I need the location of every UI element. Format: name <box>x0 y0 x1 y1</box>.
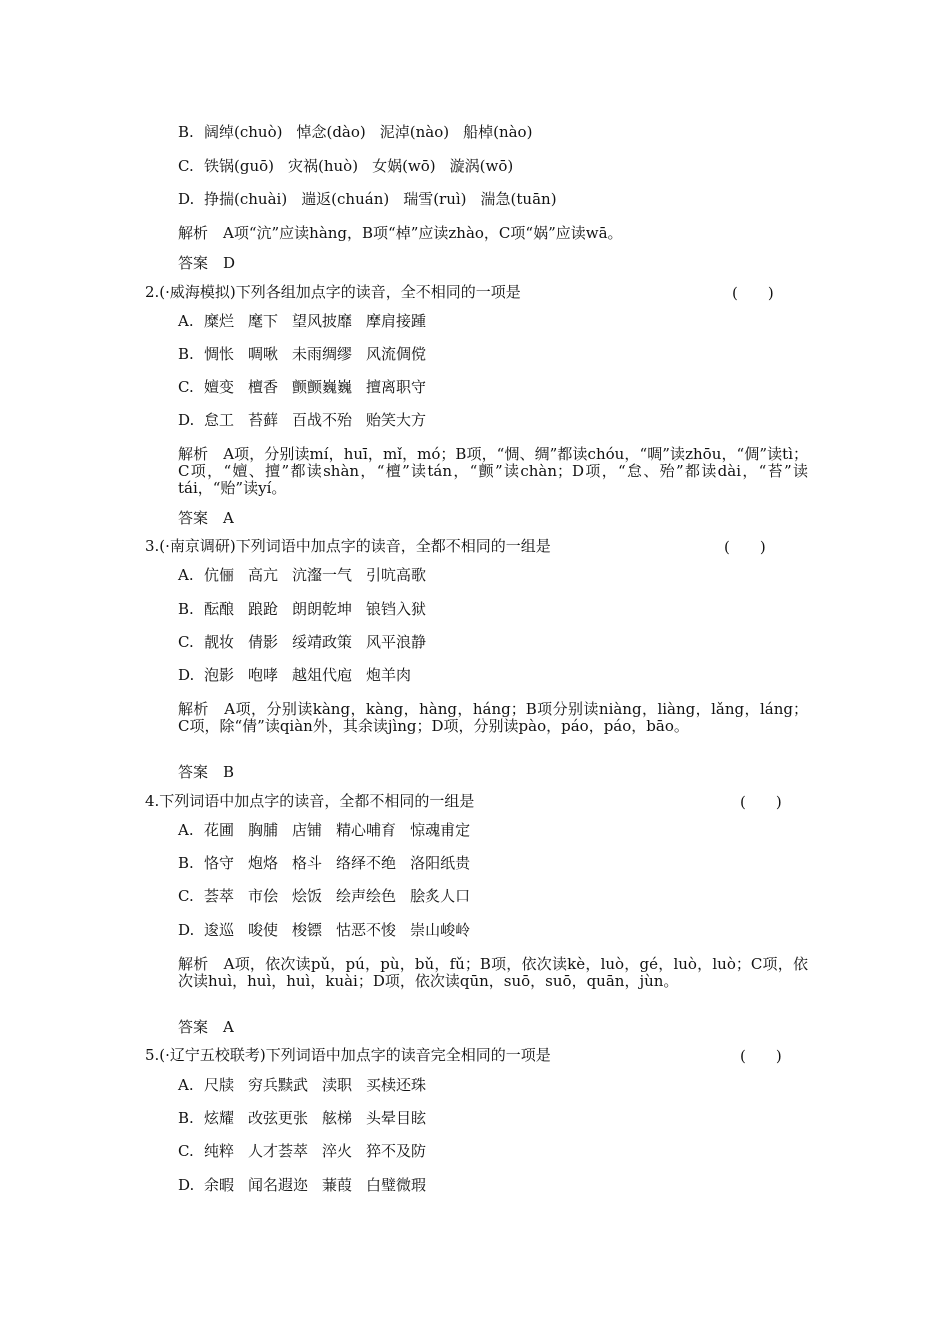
option-word: 阔绰(chuò) <box>204 123 283 141</box>
q4-option-b <box>178 853 470 873</box>
q4-option-d <box>178 920 470 940</box>
option-word: 怠工 <box>204 411 235 429</box>
option-word: 望风披靡 <box>292 312 353 330</box>
option-word: 酝酿 <box>204 600 235 618</box>
option-word: 炫耀 <box>204 1109 235 1127</box>
option-word: 店铺 <box>292 821 323 839</box>
option-word: 风流倜傥 <box>366 345 427 363</box>
option-word: 风平浪静 <box>366 633 427 651</box>
option-word: 嬗变 <box>204 378 235 396</box>
q3-option-d <box>178 665 411 685</box>
option-word: 花圃 <box>204 821 235 839</box>
option-word: 伉俪 <box>204 566 235 584</box>
option-word: 咆哮 <box>248 666 279 684</box>
option-word: 洛阳纸贵 <box>410 854 471 872</box>
option-word: 引吭高歌 <box>366 566 427 584</box>
q4-analysis: 解析 A项，依次读pǔ，pú，pù，bǔ，fǔ；B项，依次读kè，luò，gé，luò，luò；C项，依次读huì，huì，huì，kuài；D项，依次读qūn，suō，suō，quān，jùn。 <box>178 955 808 990</box>
option-letter: C. <box>178 887 194 905</box>
q2-option-c <box>178 377 426 397</box>
option-letter: D. <box>178 190 195 208</box>
option-word: 怙恶不悛 <box>336 921 397 939</box>
option-word: 梭镖 <box>292 921 323 939</box>
option-word: 绥靖政策 <box>292 633 353 651</box>
option-letter: D. <box>178 411 195 429</box>
option-word: 炮羊肉 <box>366 666 412 684</box>
option-word: 苔藓 <box>248 411 279 429</box>
option-word: 烩饭 <box>292 887 323 905</box>
option-letter: C. <box>178 633 194 651</box>
option-word: 摩肩接踵 <box>366 312 427 330</box>
q1-answer: 答案 D <box>178 254 236 272</box>
q2-option-b <box>178 344 426 364</box>
q5-option-d <box>178 1175 426 1195</box>
option-word: 靓妆 <box>204 633 235 651</box>
option-word: 穷兵黩武 <box>248 1076 309 1094</box>
q3-option-c <box>178 632 426 652</box>
option-word: 锒铛入狱 <box>366 600 427 618</box>
option-word: 舷梯 <box>322 1109 353 1127</box>
q2-analysis: 解析 A项，分别读mí，huī，mǐ，mó；B项，“惆、绸”都读chóu，“啁”读zhōu，“倜”读tì；C项，“嬗、擅”都读shàn，“檀”读tán，“颤”读chàn；D项，“怠、殆”都读dài，“苔”读tái，“贻”读yí。 <box>178 445 808 497</box>
option-word: 贻笑大方 <box>366 411 427 429</box>
option-word: 络绎不绝 <box>336 854 397 872</box>
option-word: 买椟还珠 <box>366 1076 427 1094</box>
option-word: 猝不及防 <box>366 1142 427 1160</box>
option-word: 擅离职守 <box>366 378 427 396</box>
option-word: 糜烂 <box>204 312 235 330</box>
option-letter: B. <box>178 854 194 872</box>
q2-answer-bracket: ( ) <box>732 284 774 302</box>
option-word: 渎职 <box>322 1076 353 1094</box>
option-letter: A. <box>178 821 194 839</box>
q5-answer-bracket: ( ) <box>740 1047 782 1065</box>
option-letter: C. <box>178 1142 194 1160</box>
option-word: 漩涡(wō) <box>449 157 514 175</box>
option-letter: A. <box>178 312 194 330</box>
option-word: 铁锅(guō) <box>204 157 274 175</box>
option-word: 胸脯 <box>248 821 279 839</box>
q3-option-b <box>178 599 426 619</box>
q1-analysis: 解析 A项“沆”应读hàng，B项“棹”应读zhào，C项“娲”应读wā。 <box>178 224 623 242</box>
q2-option-a <box>178 311 426 331</box>
q3-answer: 答案 B <box>178 763 235 781</box>
option-word: 瑞雪(ruì) <box>403 190 467 208</box>
option-letter: B. <box>178 345 194 363</box>
option-letter: D. <box>178 1176 195 1194</box>
option-word: 越俎代庖 <box>292 666 353 684</box>
option-word: 挣揣(chuài) <box>204 190 288 208</box>
option-word: 市侩 <box>248 887 279 905</box>
option-word: 余暇 <box>204 1176 235 1194</box>
option-word: 绘声绘色 <box>336 887 397 905</box>
option-word: 人才荟萃 <box>248 1142 309 1160</box>
q1-option-d <box>178 189 557 209</box>
option-letter: B. <box>178 600 194 618</box>
option-word: 尺牍 <box>204 1076 235 1094</box>
option-word: 荟萃 <box>204 887 235 905</box>
option-word: 百战不殆 <box>292 411 353 429</box>
option-word: 泥淖(nào) <box>379 123 450 141</box>
q3-stem: 3.(·南京调研)下列词语中加点字的读音，全都不相同的一组是 <box>145 537 551 555</box>
q2-answer: 答案 A <box>178 509 234 527</box>
option-word: 头晕目眩 <box>366 1109 427 1127</box>
option-letter: A. <box>178 566 194 584</box>
q5-option-c <box>178 1141 426 1161</box>
option-word: 朗朗乾坤 <box>292 600 353 618</box>
q2-option-d <box>178 410 426 430</box>
option-word: 逡巡 <box>204 921 235 939</box>
option-word: 沆瀣一气 <box>292 566 353 584</box>
q4-stem: 4.下列词语中加点字的读音，全都不相同的一组是 <box>145 792 475 810</box>
option-word: 泡影 <box>204 666 235 684</box>
option-letter: A. <box>178 1076 194 1094</box>
q1-option-b <box>178 122 532 142</box>
option-word: 惊魂甫定 <box>410 821 471 839</box>
q3-option-a <box>178 565 426 585</box>
option-letter: C. <box>178 157 194 175</box>
q2-stem: 2.(·威海模拟)下列各组加点字的读音，全不相同的一项是 <box>145 283 521 301</box>
option-word: 唆使 <box>248 921 279 939</box>
option-word: 女娲(wō) <box>372 157 436 175</box>
option-word: 闻名遐迩 <box>248 1176 309 1194</box>
option-word: 倩影 <box>248 633 279 651</box>
option-word: 悼念(dào) <box>296 123 366 141</box>
q4-option-a <box>178 820 470 840</box>
option-word: 高亢 <box>248 566 279 584</box>
option-word: 脍炙人口 <box>410 887 471 905</box>
q1-option-c <box>178 156 513 176</box>
q4-option-c <box>178 886 470 906</box>
option-word: 船棹(nào) <box>463 123 533 141</box>
option-letter: B. <box>178 1109 194 1127</box>
option-word: 炮烙 <box>248 854 279 872</box>
option-word: 纯粹 <box>204 1142 235 1160</box>
q4-answer-bracket: ( ) <box>740 793 782 811</box>
option-word: 恪守 <box>204 854 235 872</box>
option-word: 檀香 <box>248 378 279 396</box>
option-word: 白璧微瑕 <box>366 1176 427 1194</box>
option-word: 未雨绸缪 <box>292 345 353 363</box>
option-word: 惆怅 <box>204 345 235 363</box>
option-word: 淬火 <box>322 1142 353 1160</box>
q5-option-b <box>178 1108 426 1128</box>
option-word: 蒹葭 <box>322 1176 353 1194</box>
q3-analysis: 解析 A项，分别读kàng，kàng，hàng，háng；B项分别读niàng，liàng，lǎng，láng；C项，除“倩”读qiàn外，其余读jìng；D项，分别读pào，páo，páo，bāo。 <box>178 700 808 735</box>
option-word: 精心哺育 <box>336 821 397 839</box>
option-word: 湍急(tuān) <box>480 190 557 208</box>
option-word: 颤颤巍巍 <box>292 378 353 396</box>
option-word: 崇山峻岭 <box>410 921 471 939</box>
option-word: 灾祸(huò) <box>288 157 359 175</box>
option-letter: C. <box>178 378 194 396</box>
option-word: 啁啾 <box>248 345 279 363</box>
option-word: 改弦更张 <box>248 1109 309 1127</box>
q3-answer-bracket: ( ) <box>724 538 766 556</box>
q5-option-a <box>178 1075 426 1095</box>
q5-stem: 5.(·辽宁五校联考)下列词语中加点字的读音完全相同的一项是 <box>145 1046 551 1064</box>
option-word: 格斗 <box>292 854 323 872</box>
q4-answer: 答案 A <box>178 1018 234 1036</box>
option-letter: D. <box>178 666 195 684</box>
option-letter: D. <box>178 921 195 939</box>
option-word: 踉跄 <box>248 600 279 618</box>
option-letter: B. <box>178 123 194 141</box>
option-word: 麾下 <box>248 312 279 330</box>
option-word: 遄返(chuán) <box>301 190 390 208</box>
